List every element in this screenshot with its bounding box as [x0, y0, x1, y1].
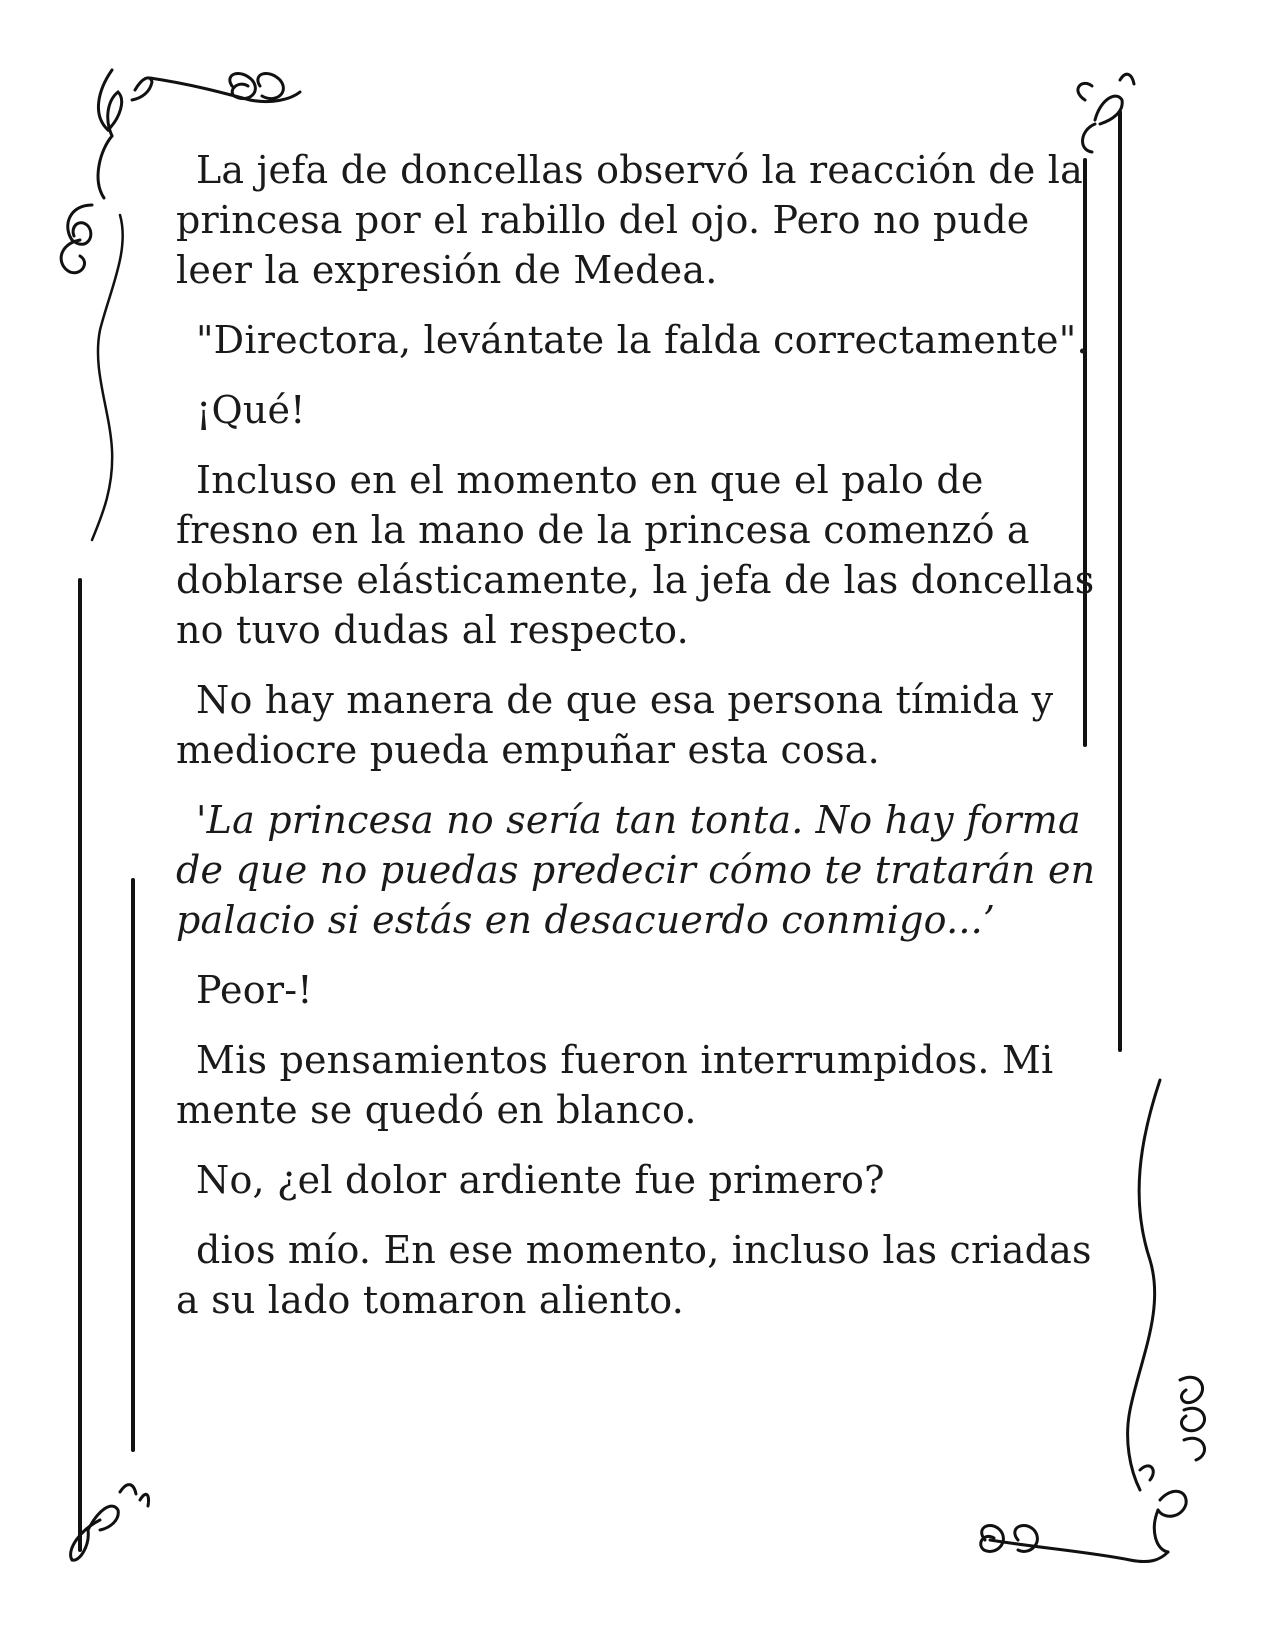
paragraph: ¡Qué! — [196, 388, 306, 432]
right-wave-flourish-icon — [1128, 1080, 1205, 1490]
paragraph: Peor-! — [196, 968, 313, 1012]
bottom-left-flourish-icon — [71, 1485, 149, 1561]
paragraph: "Directora, levántate la falda correctamente". — [196, 318, 1089, 362]
top-right-flourish-icon — [1078, 74, 1134, 152]
bottom-right-flourish-icon — [981, 1466, 1186, 1562]
paragraph: No hay manera de que esa persona tímida y mediocre pueda empuñar esta cosa. — [176, 678, 1054, 772]
paragraph: Mis pensamientos fueron interrumpidos. Mi mente se quedó en blanco. — [176, 1038, 1054, 1132]
paragraph: Incluso en el momento en que el palo de fresno en la mano de la princesa comenzó a doblarse elásticamente, la jefa de las doncellas no tuvo dudas al respecto. — [176, 458, 1095, 652]
paragraph-italic-thought: 'La princesa no sería tan tonta. No hay forma de que no puedas predecir cómo te tratarán en palacio si estás en desacuerdo conmigo...’ — [176, 798, 1096, 942]
paragraph: No, ¿el dolor ardiente fue primero? — [196, 1158, 885, 1202]
paragraph: La jefa de doncellas observó la reacción de la princesa por el rabillo del ojo. Pero no pude leer la expresión de Medea. — [176, 148, 1083, 292]
paragraph: dios mío. En ese momento, incluso las criadas a su lado tomaron aliento. — [176, 1228, 1092, 1322]
narrative-text-block — [176, 145, 1106, 1345]
